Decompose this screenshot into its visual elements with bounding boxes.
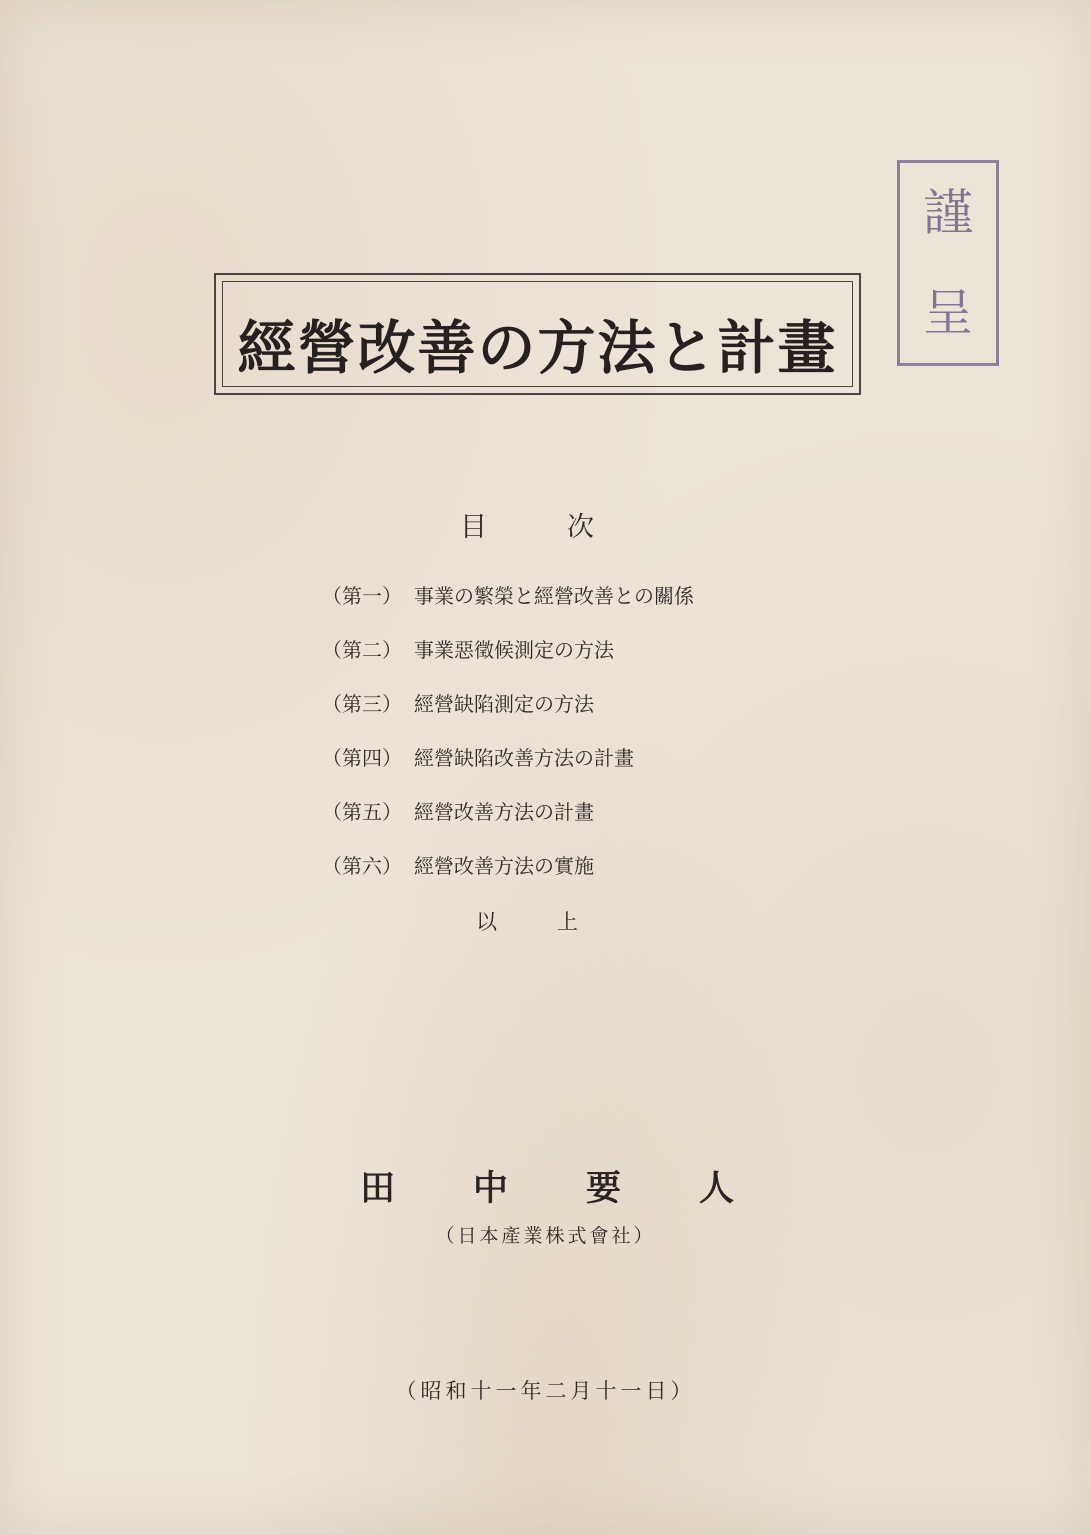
title-frame xyxy=(214,273,861,395)
toc-item-number: （第四） xyxy=(322,746,402,770)
toc-item-label: 經營缺陷改善方法の計畫 xyxy=(414,746,634,770)
author-name: 田中要人 xyxy=(360,1168,813,1209)
document-title: 經營改善の方法と計畫 xyxy=(237,314,838,382)
author-company: （日本產業株式會社） xyxy=(435,1225,656,1247)
toc-item-label: 經營改善方法の計畫 xyxy=(414,800,594,824)
toc-item-label: 事業惡徵候測定の方法 xyxy=(414,638,614,662)
toc-item xyxy=(322,848,822,902)
toc-item xyxy=(322,794,822,848)
toc-item-number: （第六） xyxy=(322,854,402,878)
publication-date: （昭和十一年二月十一日） xyxy=(395,1379,696,1403)
presentation-stamp xyxy=(897,160,999,366)
toc-item-number: （第二） xyxy=(322,638,402,662)
toc-item-label: 經營改善方法の實施 xyxy=(414,854,594,878)
stamp-char-1: 謹 xyxy=(923,184,973,242)
toc-item-number: （第一） xyxy=(322,584,402,608)
toc-item-label: 事業の繁榮と經營改善との關係 xyxy=(414,584,694,608)
toc-item xyxy=(322,740,822,794)
toc-item-number: （第五） xyxy=(322,800,402,824)
toc-item xyxy=(322,686,822,740)
toc-heading: 目次 xyxy=(460,512,674,543)
toc-list xyxy=(322,578,822,902)
toc-item xyxy=(322,578,822,632)
toc-item xyxy=(322,632,822,686)
toc-item-number: （第三） xyxy=(322,692,402,716)
toc-item-label: 經營缺陷測定の方法 xyxy=(414,692,594,716)
stamp-char-2: 呈 xyxy=(923,284,973,342)
toc-end-mark: 以上 xyxy=(476,910,638,934)
